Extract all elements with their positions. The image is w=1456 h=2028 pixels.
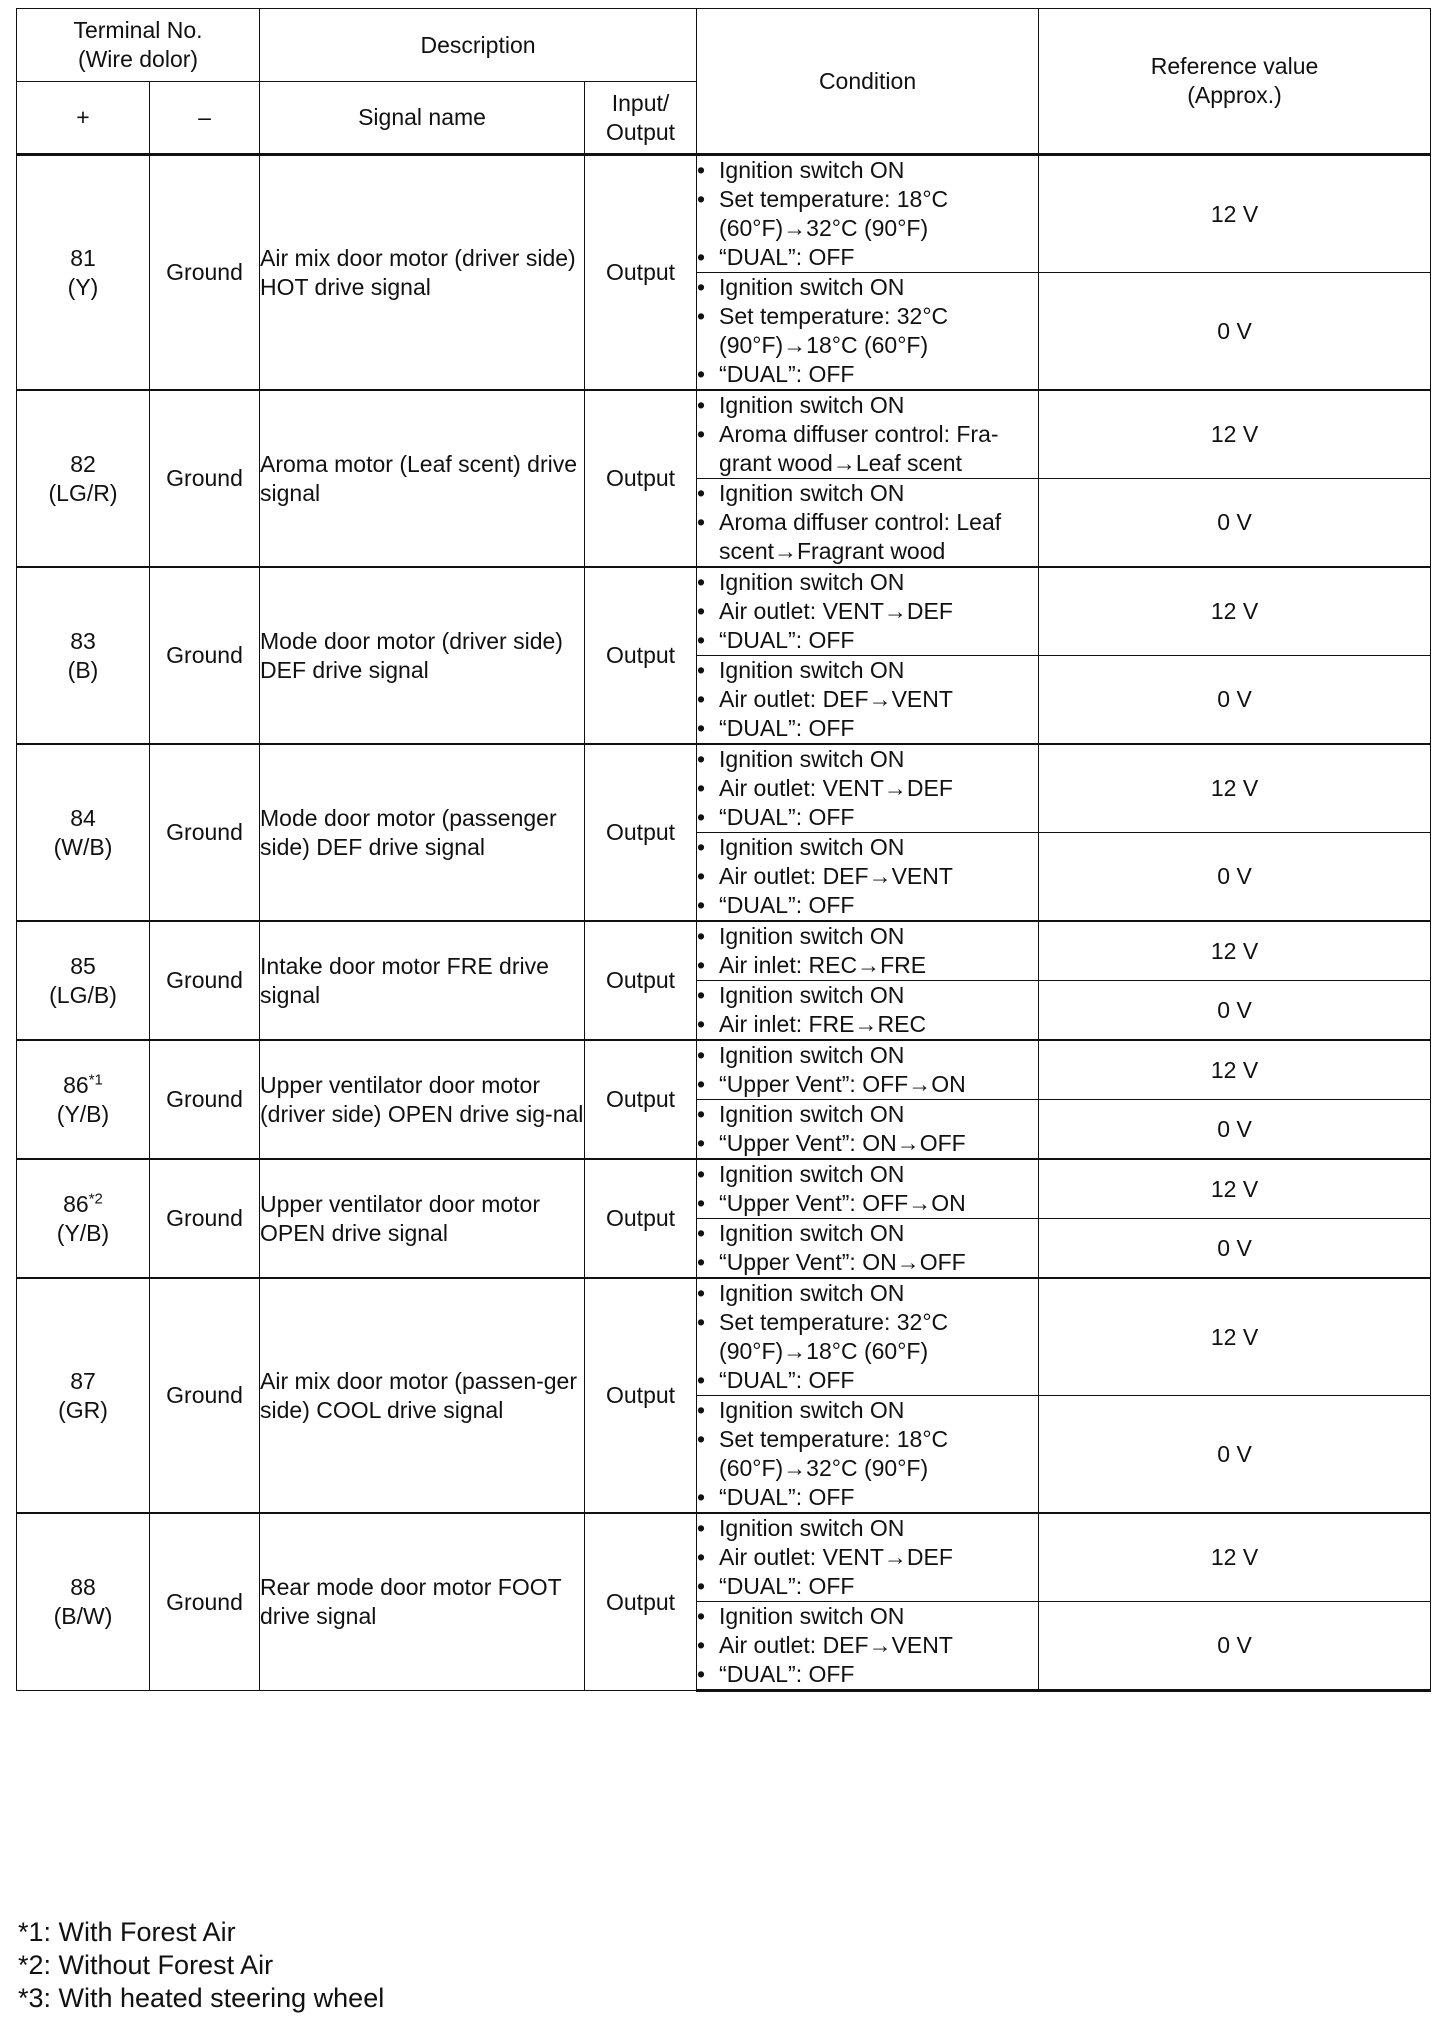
condition-item: • Ignition switch ON (697, 833, 1038, 862)
condition-item: • Ignition switch ON (697, 656, 1038, 685)
condition-cell (697, 273, 1039, 391)
reference-value-cell: 12 V (1039, 567, 1431, 656)
condition-item: • “Upper Vent”: ON→OFF (697, 1129, 1038, 1158)
condition-item: • Ignition switch ON (697, 1100, 1038, 1129)
header-reference-value-label: Reference value (1150, 53, 1319, 79)
condition-list (697, 922, 1038, 980)
terminal-plus-cell (17, 1040, 150, 1159)
condition-item: • “DUAL”: OFF (697, 243, 1038, 272)
table-row (17, 1278, 1431, 1396)
terminal-number-value: 82 (70, 450, 96, 477)
terminal-plus-cell (17, 1278, 150, 1513)
condition-item: • “DUAL”: OFF (697, 803, 1038, 832)
input-output-cell: Output (585, 1513, 697, 1691)
terminal-minus-cell: Ground (150, 567, 260, 744)
terminal-number (17, 1190, 149, 1219)
terminal-plus-cell (17, 390, 150, 567)
terminal-footnote-ref: *2 (88, 1189, 103, 1207)
condition-cell (697, 921, 1039, 981)
condition-item: • Ignition switch ON (697, 1160, 1038, 1189)
condition-item: • Ignition switch ON (697, 745, 1038, 774)
condition-item: • “DUAL”: OFF (697, 360, 1038, 389)
footnote: *2: Without Forest Air (18, 1950, 274, 1980)
header-plus: + (17, 82, 150, 155)
condition-cell (697, 1040, 1039, 1100)
condition-item: • Ignition switch ON (697, 156, 1038, 185)
table-row (17, 567, 1431, 656)
condition-list (697, 833, 1038, 920)
condition-item: • Aroma diffuser control: Leaf scent→Fragrant wood (697, 508, 1038, 566)
condition-item: • Air outlet: VENT→DEF (697, 597, 1038, 626)
signal-name-cell: Mode door motor (passenger side) DEF drive signal (260, 744, 585, 921)
signal-name-cell: Intake door motor FRE drive signal (260, 921, 585, 1040)
condition-cell (697, 656, 1039, 745)
wire-color: (W/B) (53, 833, 113, 860)
signal-name-cell: Upper ventilator door motor OPEN drive signal (260, 1159, 585, 1278)
condition-item: • Set temperature: 18°C (60°F)→32°C (90°F) (697, 1425, 1038, 1483)
condition-list (697, 1396, 1038, 1512)
condition-item: • Air outlet: VENT→DEF (697, 774, 1038, 803)
header-reference-value (1039, 9, 1431, 155)
input-output-cell: Output (585, 155, 697, 391)
condition-item: • Ignition switch ON (697, 922, 1038, 951)
terminal-plus-cell (17, 921, 150, 1040)
condition-list (697, 391, 1038, 478)
wire-color: (GR) (58, 1396, 108, 1423)
terminal-number-value: 83 (70, 627, 96, 654)
footnote: *1: With Forest Air (18, 1917, 236, 1947)
wire-color: (LG/B) (49, 981, 117, 1008)
wire-color: (B) (67, 656, 99, 683)
condition-cell (697, 1396, 1039, 1514)
terminal-number (17, 1071, 149, 1100)
reference-value-cell: 0 V (1039, 981, 1431, 1041)
table-row (17, 921, 1431, 981)
terminal-number-value: 86 (63, 1190, 89, 1217)
condition-item: • Ignition switch ON (697, 1602, 1038, 1631)
table-row (17, 1159, 1431, 1219)
table-row (17, 744, 1431, 833)
terminal-footnote-ref: *1 (88, 1070, 103, 1088)
signal-name-cell: Mode door motor (driver side) DEF drive signal (260, 567, 585, 744)
signal-name-cell: Air mix door motor (passen-ger side) COOL drive signal (260, 1278, 585, 1513)
condition-cell (697, 1278, 1039, 1396)
condition-cell (697, 981, 1039, 1041)
input-output-cell: Output (585, 1159, 697, 1278)
condition-item: • Set temperature: 18°C (60°F)→32°C (90°F) (697, 185, 1038, 243)
header-terminal-no (17, 9, 260, 82)
wire-color: (Y/B) (56, 1100, 110, 1127)
terminal-number-value: 87 (70, 1367, 96, 1394)
reference-value-cell: 0 V (1039, 479, 1431, 568)
reference-value-cell: 0 V (1039, 1100, 1431, 1160)
signal-name-cell: Rear mode door motor FOOT drive signal (260, 1513, 585, 1691)
terminal-minus-cell: Ground (150, 155, 260, 391)
condition-item: • “DUAL”: OFF (697, 1660, 1038, 1689)
reference-value-cell: 0 V (1039, 1219, 1431, 1279)
terminal-number-value: 88 (70, 1574, 96, 1600)
input-output-cell: Output (585, 744, 697, 921)
condition-item: • “DUAL”: OFF (697, 1483, 1038, 1512)
condition-list (697, 1514, 1038, 1601)
signal-name-cell: Air mix door motor (driver side) HOT drive signal (260, 155, 585, 391)
condition-item: • Ignition switch ON (697, 1041, 1038, 1070)
terminal-reference-table (16, 8, 1431, 1692)
terminal-number (17, 627, 149, 656)
condition-list (697, 1602, 1038, 1689)
terminal-minus-cell: Ground (150, 1278, 260, 1513)
signal-name-cell: Aroma motor (Leaf scent) drive signal (260, 390, 585, 567)
condition-list (697, 981, 1038, 1039)
condition-item: • Ignition switch ON (697, 391, 1038, 420)
condition-item: • “DUAL”: OFF (697, 626, 1038, 655)
wire-color: (B/W) (53, 1603, 113, 1629)
table-row (17, 155, 1431, 273)
condition-list (697, 479, 1038, 566)
condition-item: • “Upper Vent”: OFF→ON (697, 1070, 1038, 1099)
condition-item: • Aroma diffuser control: Fra-grant wood→Leaf scent (697, 420, 1038, 478)
terminal-minus-cell: Ground (150, 744, 260, 921)
footnotes (18, 1916, 384, 2015)
terminal-minus-cell: Ground (150, 921, 260, 1040)
condition-item: • “Upper Vent”: ON→OFF (697, 1248, 1038, 1277)
header-minus: – (150, 82, 260, 155)
header-input-label: Input/ (611, 89, 670, 116)
condition-cell (697, 1219, 1039, 1279)
condition-cell (697, 1513, 1039, 1602)
reference-value-cell: 0 V (1039, 833, 1431, 922)
condition-item: • Ignition switch ON (697, 1396, 1038, 1425)
condition-item: • Air inlet: FRE→REC (697, 1010, 1038, 1039)
condition-cell (697, 1100, 1039, 1160)
wire-color: (LG/R) (48, 479, 118, 506)
condition-list (697, 568, 1038, 655)
terminal-plus-cell (17, 1513, 150, 1691)
condition-item: • Ignition switch ON (697, 1279, 1038, 1308)
condition-list (697, 1279, 1038, 1395)
condition-cell (697, 155, 1039, 273)
header-wire-color-label: (Wire dolor) (77, 46, 199, 72)
terminal-number (17, 1367, 149, 1396)
condition-item: • “DUAL”: OFF (697, 891, 1038, 920)
condition-cell (697, 390, 1039, 479)
condition-list (697, 1100, 1038, 1158)
terminal-number (17, 450, 149, 479)
condition-item: • Ignition switch ON (697, 568, 1038, 597)
reference-value-cell: 12 V (1039, 744, 1431, 833)
input-output-cell: Output (585, 567, 697, 744)
table-header (17, 9, 1431, 155)
condition-cell (697, 479, 1039, 568)
terminal-plus-cell (17, 155, 150, 391)
condition-item: • Set temperature: 32°C (90°F)→18°C (60°F) (697, 1308, 1038, 1366)
header-input-output (585, 82, 697, 155)
reference-value-cell: 0 V (1039, 1602, 1431, 1691)
terminal-number (17, 1573, 149, 1602)
condition-item: • Set temperature: 32°C (90°F)→18°C (60°F) (697, 302, 1038, 360)
wire-color: (Y) (67, 273, 99, 300)
terminal-number-value: 84 (70, 804, 96, 831)
condition-item: • Ignition switch ON (697, 981, 1038, 1010)
input-output-cell: Output (585, 1278, 697, 1513)
header-description: Description (260, 9, 697, 82)
input-output-cell: Output (585, 390, 697, 567)
condition-list (697, 745, 1038, 832)
terminal-minus-cell: Ground (150, 1040, 260, 1159)
reference-value-cell: 12 V (1039, 1278, 1431, 1396)
condition-item: • Air outlet: VENT→DEF (697, 1543, 1038, 1572)
terminal-plus-cell (17, 1159, 150, 1278)
condition-item: • Ignition switch ON (697, 1219, 1038, 1248)
terminal-minus-cell: Ground (150, 1159, 260, 1278)
condition-item: • Ignition switch ON (697, 479, 1038, 508)
table-row (17, 1040, 1431, 1100)
condition-list (697, 156, 1038, 272)
table-body (17, 155, 1431, 1691)
condition-item: • Air inlet: REC→FRE (697, 951, 1038, 980)
signal-name-cell: Upper ventilator door motor (driver side) OPEN drive sig-nal (260, 1040, 585, 1159)
table-row (17, 1513, 1431, 1602)
terminal-number-value: 81 (70, 244, 96, 271)
wire-color: (Y/B) (56, 1219, 110, 1246)
table-row (17, 390, 1431, 479)
terminal-number-value: 86 (63, 1071, 89, 1098)
terminal-number-value: 85 (70, 952, 96, 979)
condition-item: • “DUAL”: OFF (697, 1572, 1038, 1601)
header-approx-label: (Approx.) (1187, 82, 1282, 108)
condition-cell (697, 833, 1039, 922)
terminal-minus-cell: Ground (150, 1513, 260, 1691)
reference-value-cell: 0 V (1039, 656, 1431, 745)
terminal-number (17, 244, 149, 273)
footnote: *3: With heated steering wheel (18, 1983, 385, 2013)
condition-item: • Air outlet: DEF→VENT (697, 1631, 1038, 1660)
condition-item: • Air outlet: DEF→VENT (697, 862, 1038, 891)
header-condition: Condition (697, 9, 1039, 155)
reference-value-cell: 0 V (1039, 1396, 1431, 1514)
input-output-cell: Output (585, 1040, 697, 1159)
condition-list (697, 1160, 1038, 1218)
reference-value-cell: 12 V (1039, 390, 1431, 479)
condition-cell (697, 567, 1039, 656)
reference-value-cell: 12 V (1039, 1040, 1431, 1100)
input-output-cell: Output (585, 921, 697, 1040)
terminal-plus-cell (17, 744, 150, 921)
terminal-plus-cell (17, 567, 150, 744)
condition-list (697, 1219, 1038, 1277)
reference-value-cell: 12 V (1039, 1159, 1431, 1219)
reference-value-cell: 0 V (1039, 273, 1431, 391)
terminal-minus-cell: Ground (150, 390, 260, 567)
condition-item: • “DUAL”: OFF (697, 714, 1038, 743)
condition-list (697, 656, 1038, 743)
reference-value-cell: 12 V (1039, 921, 1431, 981)
header-output-label: Output (606, 118, 676, 145)
header-terminal-no-label: Terminal No. (73, 17, 203, 43)
reference-value-cell: 12 V (1039, 1513, 1431, 1602)
condition-cell (697, 744, 1039, 833)
condition-item: • Ignition switch ON (697, 1514, 1038, 1543)
reference-value-cell: 12 V (1039, 155, 1431, 273)
condition-cell (697, 1602, 1039, 1691)
condition-item: • “Upper Vent”: OFF→ON (697, 1189, 1038, 1218)
condition-item: • “DUAL”: OFF (697, 1366, 1038, 1395)
header-signal-name: Signal name (260, 82, 585, 155)
terminal-number (17, 952, 149, 981)
condition-cell (697, 1159, 1039, 1219)
condition-item: • Air outlet: DEF→VENT (697, 685, 1038, 714)
condition-item: • Ignition switch ON (697, 273, 1038, 302)
condition-list (697, 1041, 1038, 1099)
condition-list (697, 273, 1038, 389)
terminal-number (17, 804, 149, 833)
